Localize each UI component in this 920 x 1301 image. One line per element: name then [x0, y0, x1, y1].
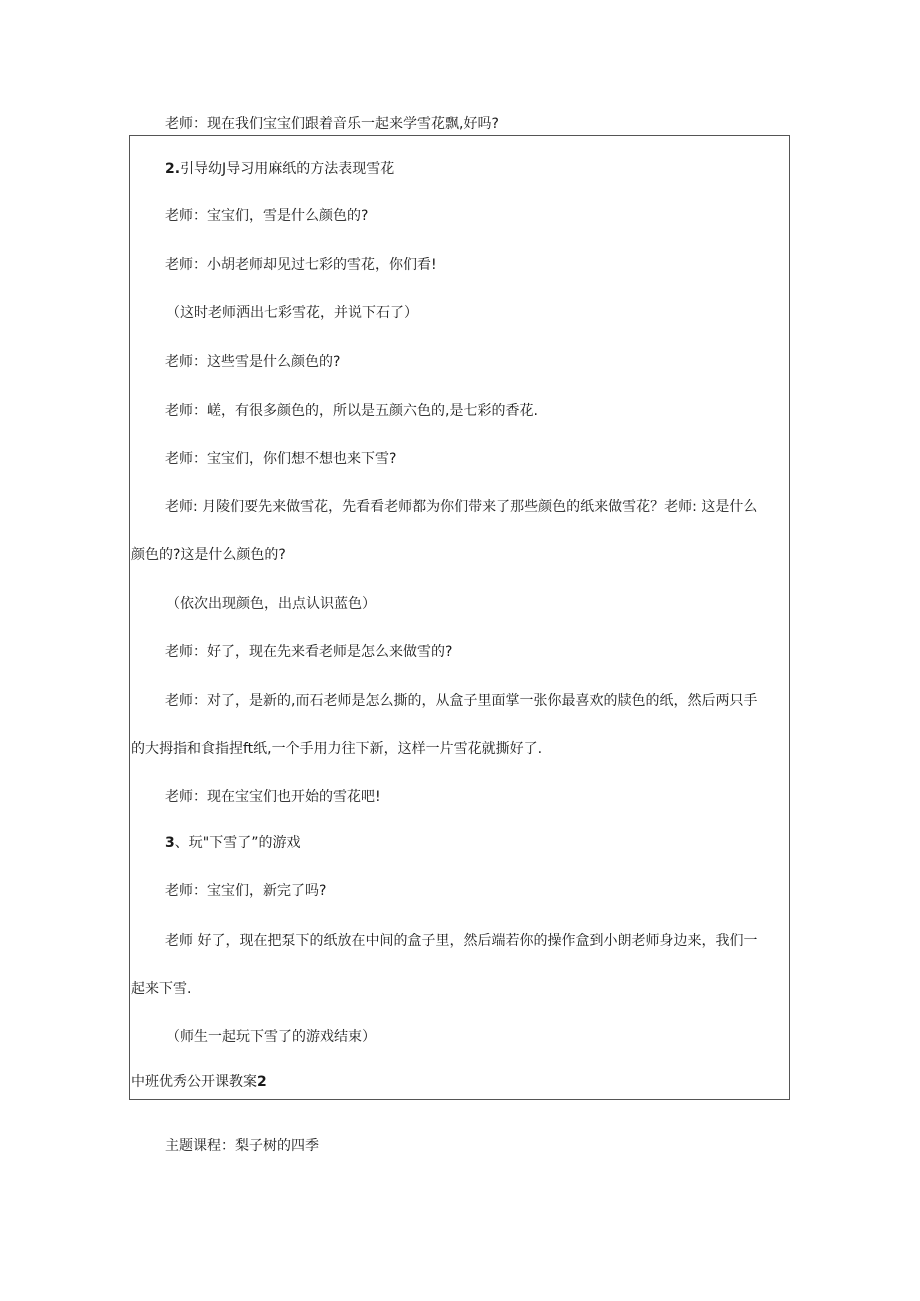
paragraph-continuation: 颜色的?这是什么颜色的?: [131, 547, 286, 563]
footer-number: 2: [257, 1074, 267, 1090]
section-number: 3: [165, 835, 175, 851]
intro-line: 老师：现在我们宝宝们跟着音乐一起来学雪花飘,好吗?: [165, 116, 499, 132]
topic-line: 主题课程：梨子树的四季: [165, 1138, 319, 1154]
paragraph: （依次出现颜色，出点认识蓝色）: [166, 596, 376, 612]
paragraph: 老师：嵯，有很多颜色的，所以是五颜六色的,是七彩的香花.: [165, 403, 538, 419]
paragraph: 老师：小胡老师却见过七彩的雪花，你们看!: [165, 257, 437, 273]
paragraph: 老师：宝宝们，你们想不想也来下雪?: [165, 451, 397, 467]
paragraph: 老师 好了，现在把泵下的纸放在中间的盒子里，然后端若你的操作盒到小朗老师身边来，我们一: [165, 933, 758, 949]
footer-text: 中班优秀公开课教案: [131, 1074, 257, 1090]
box-footer-title: [131, 1072, 267, 1092]
paragraph-continuation: 的大拇指和食指捏ft纸,一个手用力往下新，这样一片雪花就撕好了.: [131, 741, 543, 757]
paragraph: （这时老师洒出七彩雪花，并说下石了）: [166, 305, 418, 321]
paragraph: 老师：宝宝们，雪是什么颜色的?: [165, 208, 369, 224]
section-heading-3: [165, 833, 300, 853]
paragraph: 老师：对了，是新的,而石老师是怎么撕的，从盒子里面掌一张你最喜欢的牍色的纸，然后两只手: [165, 693, 758, 709]
section-heading-2: [165, 159, 394, 179]
lesson-table-box: [129, 135, 790, 1100]
paragraph: 老师：好了，现在先来看老师是怎么来做雪的?: [165, 644, 453, 660]
paragraph: 老师：这些雪是什么颜色的?: [165, 354, 341, 370]
section-title: 、玩"下雪了”的游戏: [174, 835, 301, 851]
paragraph: 老师：宝宝们，新完了吗?: [165, 883, 327, 899]
section-title: 引导幼J导习用麻纸的方法表现雪花: [180, 161, 395, 177]
paragraph: 老师: 月陵们要先来做雪花，先看看老师都为你们带来了那些颜色的纸来做雪花？老师: 这是什么: [165, 499, 758, 515]
paragraph: （师生一起玩下雪了的游戏结束）: [166, 1029, 376, 1045]
section-number: 2.: [165, 161, 181, 177]
paragraph-continuation: 起来下雪.: [131, 981, 192, 997]
paragraph: 老师：现在宝宝们也开始的雪花吧!: [165, 789, 381, 805]
